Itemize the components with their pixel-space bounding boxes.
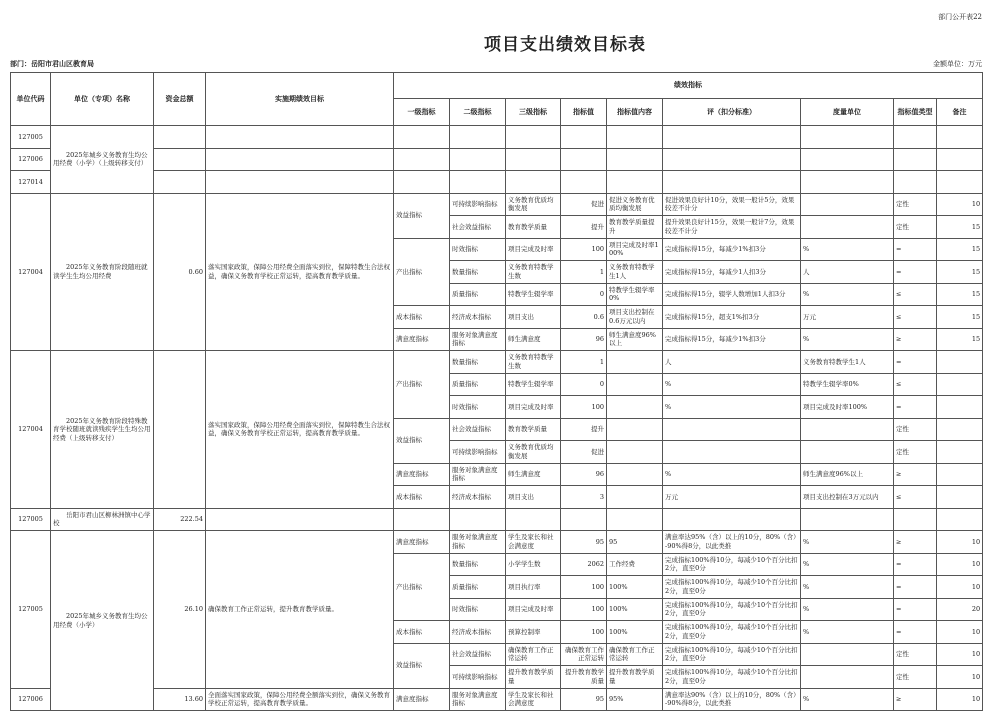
- indicator-value-cell: 100: [561, 396, 607, 419]
- indicator-value-cell: 100: [561, 238, 607, 261]
- level3-indicator-cell: [506, 148, 561, 171]
- fund-amount-cell: [154, 126, 206, 149]
- level1-indicator-cell: 产出指标: [394, 553, 450, 621]
- level2-indicator-cell: 数量指标: [450, 351, 506, 374]
- indicator-type-cell: 定性: [894, 441, 937, 464]
- performance-goal-cell: 落实国家政策，保障公用经费全面落实到位，保障特教生合法权益，确保义务教育学校正常运转，提高教育教学质量。: [206, 351, 394, 509]
- indicator-content-cell: [607, 373, 663, 396]
- level3-indicator-cell: 义务教育特教学生数: [506, 351, 561, 374]
- unit-name-cell: 2025年城乡义务教育生均公用经费（小学）: [51, 531, 154, 711]
- scoring-standard-cell: [663, 148, 801, 171]
- indicator-content-cell: 100%: [607, 621, 663, 644]
- scoring-standard-cell: 完成指标100%得10分，每减少10个百分比扣2分，直至0分: [663, 576, 801, 599]
- level2-indicator-cell: [450, 508, 506, 531]
- performance-goal-cell: [206, 148, 394, 171]
- fund-amount-cell: 13.60: [154, 688, 206, 711]
- level2-indicator-cell: 经济成本指标: [450, 486, 506, 509]
- scoring-standard-cell: [663, 171, 801, 194]
- performance-goal-cell: [206, 508, 394, 531]
- indicator-value-cell: 1: [561, 261, 607, 284]
- indicator-value-cell: [561, 171, 607, 194]
- level1-indicator-cell: [394, 126, 450, 149]
- amount-unit-label: 金额单位：万元: [933, 60, 982, 68]
- indicator-value-cell: 提升: [561, 418, 607, 441]
- indicator-type-cell: [894, 148, 937, 171]
- table-row: [11, 508, 983, 531]
- remark-cell: [937, 486, 983, 509]
- indicator-type-cell: 定性: [894, 193, 937, 216]
- indicator-value-cell: 促进: [561, 193, 607, 216]
- level1-indicator-cell: 满意度指标: [394, 328, 450, 351]
- level2-indicator-cell: 时效指标: [450, 598, 506, 621]
- level2-indicator-cell: 质量指标: [450, 283, 506, 306]
- remark-cell: 10: [937, 688, 983, 711]
- remark-cell: [937, 126, 983, 149]
- header-level1: 一级指标: [394, 99, 450, 126]
- level2-indicator-cell: [450, 171, 506, 194]
- performance-goal-cell: [206, 126, 394, 149]
- fund-amount-cell: [154, 171, 206, 194]
- measure-unit-cell: [801, 666, 894, 689]
- unit-code-cell: 127005: [11, 531, 51, 689]
- level2-indicator-cell: 质量指标: [450, 373, 506, 396]
- measure-unit-cell: 项目支出控制在3万元以内: [801, 486, 894, 509]
- level2-indicator-cell: 可持续影响指标: [450, 193, 506, 216]
- scoring-standard-cell: 完成指标100%得10分，每减少10个百分比扣2分，直至0分: [663, 666, 801, 689]
- level2-indicator-cell: 数量指标: [450, 553, 506, 576]
- indicator-value-cell: 96: [561, 328, 607, 351]
- remark-cell: 20: [937, 598, 983, 621]
- measure-unit-cell: %: [801, 328, 894, 351]
- level3-indicator-cell: 特教学生辍学率: [506, 373, 561, 396]
- level3-indicator-cell: 提升教育教学质量: [506, 666, 561, 689]
- table-row: [11, 688, 983, 711]
- measure-unit-cell: 项目完成及时率100%: [801, 396, 894, 419]
- indicator-content-cell: [607, 441, 663, 464]
- level2-indicator-cell: 服务对象满意度指标: [450, 688, 506, 711]
- indicator-value-cell: 100: [561, 576, 607, 599]
- level3-indicator-cell: 特教学生辍学率: [506, 283, 561, 306]
- scoring-standard-cell: 促进效果良好计10分，效果一般计5分，效果较差不计分: [663, 193, 801, 216]
- remark-cell: [937, 441, 983, 464]
- indicator-content-cell: [607, 351, 663, 374]
- indicator-value-cell: 95: [561, 688, 607, 711]
- indicator-type-cell: 定性: [894, 643, 937, 666]
- level1-indicator-cell: [394, 171, 450, 194]
- remark-cell: 10: [937, 643, 983, 666]
- table-row: [11, 351, 983, 374]
- indicator-type-cell: =: [894, 621, 937, 644]
- measure-unit-cell: [801, 508, 894, 531]
- measure-unit-cell: %: [801, 598, 894, 621]
- level3-indicator-cell: 小学学生数: [506, 553, 561, 576]
- header-level3: 三级指标: [506, 99, 561, 126]
- level3-indicator-cell: 义务教育优质均衡发展: [506, 441, 561, 464]
- indicator-type-cell: ≤: [894, 306, 937, 329]
- table-row: [11, 193, 983, 216]
- level2-indicator-cell: 经济成本指标: [450, 621, 506, 644]
- level3-indicator-cell: 师生满意度: [506, 328, 561, 351]
- remark-cell: 15: [937, 328, 983, 351]
- indicator-content-cell: 师生满意度96%以上: [607, 328, 663, 351]
- header-unit: 度量单位: [801, 99, 894, 126]
- scoring-standard-cell: 完成指标100%得10分，每减少10个百分比扣2分，直至0分: [663, 621, 801, 644]
- header-scoring: 评（扣分标准）: [663, 99, 801, 126]
- scoring-standard-cell: %: [663, 463, 801, 486]
- scoring-standard-cell: %: [663, 373, 801, 396]
- level2-indicator-cell: [450, 148, 506, 171]
- remark-cell: [937, 396, 983, 419]
- indicator-content-cell: 95: [607, 531, 663, 554]
- indicator-type-cell: ≥: [894, 688, 937, 711]
- scoring-standard-cell: [663, 126, 801, 149]
- level2-indicator-cell: [450, 126, 506, 149]
- remark-cell: [937, 351, 983, 374]
- measure-unit-cell: %: [801, 688, 894, 711]
- scoring-standard-cell: 完成指标100%得10分，每减少10个百分比扣2分，直至0分: [663, 643, 801, 666]
- measure-unit-cell: [801, 171, 894, 194]
- indicator-content-cell: 项目支出控制在0.6万元以内: [607, 306, 663, 329]
- indicator-type-cell: =: [894, 396, 937, 419]
- level2-indicator-cell: 服务对象满意度指标: [450, 328, 506, 351]
- performance-goals-table: [10, 72, 983, 711]
- level1-indicator-cell: 成本指标: [394, 306, 450, 329]
- header-code: 单位代码: [11, 73, 51, 126]
- level3-indicator-cell: [506, 508, 561, 531]
- unit-code-cell: 127006: [11, 688, 51, 711]
- indicator-content-cell: 95%: [607, 688, 663, 711]
- unit-name-cell: 2025年城乡义务教育生均公用经费（小学）（上级转移支付）: [51, 126, 154, 194]
- unit-code-cell: 127014: [11, 171, 51, 194]
- remark-cell: [937, 418, 983, 441]
- scoring-standard-cell: 完成指标100%得10分，每减少10个百分比扣2分，直至0分: [663, 553, 801, 576]
- level2-indicator-cell: 时效指标: [450, 396, 506, 419]
- measure-unit-cell: 特教学生辍学率0%: [801, 373, 894, 396]
- indicator-type-cell: =: [894, 598, 937, 621]
- indicator-content-cell: 教育教学质量提升: [607, 216, 663, 239]
- measure-unit-cell: %: [801, 531, 894, 554]
- scoring-standard-cell: 完成指标得15分，每减少1%扣3分: [663, 328, 801, 351]
- performance-goal-cell: 落实国家政策，保障公用经费全面落实到位，保障特教生合法权益，确保义务教育学校正常运转，提高教育教学质量。: [206, 193, 394, 351]
- header-remark: 备注: [937, 99, 983, 126]
- indicator-content-cell: [607, 418, 663, 441]
- level3-indicator-cell: [506, 171, 561, 194]
- scoring-standard-cell: 万元: [663, 486, 801, 509]
- indicator-content-cell: 100%: [607, 576, 663, 599]
- level2-indicator-cell: 服务对象满意度指标: [450, 463, 506, 486]
- level2-indicator-cell: 经济成本指标: [450, 306, 506, 329]
- level3-indicator-cell: 项目完成及时率: [506, 598, 561, 621]
- measure-unit-cell: [801, 643, 894, 666]
- measure-unit-cell: 师生满意度96%以上: [801, 463, 894, 486]
- level1-indicator-cell: 满意度指标: [394, 531, 450, 554]
- indicator-value-cell: 96: [561, 463, 607, 486]
- remark-cell: 15: [937, 216, 983, 239]
- scoring-standard-cell: 完成指标得15分，每减少1%扣3分: [663, 238, 801, 261]
- indicator-content-cell: 100%: [607, 598, 663, 621]
- table-row: [11, 171, 983, 194]
- remark-cell: 10: [937, 621, 983, 644]
- indicator-value-cell: 100: [561, 598, 607, 621]
- remark-cell: 15: [937, 306, 983, 329]
- measure-unit-cell: [801, 126, 894, 149]
- indicator-value-cell: [561, 508, 607, 531]
- indicator-value-cell: 3: [561, 486, 607, 509]
- indicator-content-cell: [607, 126, 663, 149]
- indicator-type-cell: =: [894, 576, 937, 599]
- level1-indicator-cell: 产出指标: [394, 238, 450, 306]
- scoring-standard-cell: 完成指标得15分，辍学人数增加1人扣3分: [663, 283, 801, 306]
- page-title: 项目支出绩效目标表: [484, 35, 646, 55]
- level3-indicator-cell: 项目支出: [506, 486, 561, 509]
- unit-code-cell: 127005: [11, 126, 51, 149]
- indicator-type-cell: ≥: [894, 531, 937, 554]
- header-indicators: 绩效指标: [394, 73, 983, 99]
- remark-cell: 10: [937, 576, 983, 599]
- level1-indicator-cell: 满意度指标: [394, 688, 450, 711]
- level3-indicator-cell: 义务教育优质均衡发展: [506, 193, 561, 216]
- indicator-type-cell: ≤: [894, 373, 937, 396]
- indicator-value-cell: 2062: [561, 553, 607, 576]
- department-label: 部门：岳阳市君山区教育局: [10, 60, 94, 68]
- level2-indicator-cell: 可持续影响指标: [450, 666, 506, 689]
- indicator-value-cell: [561, 126, 607, 149]
- level3-indicator-cell: 预算控制率: [506, 621, 561, 644]
- indicator-value-cell: 0: [561, 283, 607, 306]
- measure-unit-cell: 人: [801, 261, 894, 284]
- indicator-content-cell: 项目完成及时率100%: [607, 238, 663, 261]
- measure-unit-cell: %: [801, 621, 894, 644]
- remark-cell: 15: [937, 238, 983, 261]
- remark-cell: 10: [937, 666, 983, 689]
- level2-indicator-cell: 服务对象满意度指标: [450, 531, 506, 554]
- level1-indicator-cell: 效益指标: [394, 643, 450, 688]
- indicator-type-cell: =: [894, 238, 937, 261]
- level3-indicator-cell: 学生及家长和社会满意度: [506, 531, 561, 554]
- indicator-type-cell: [894, 508, 937, 531]
- level3-indicator-cell: 项目完成及时率: [506, 238, 561, 261]
- indicator-content-cell: [607, 508, 663, 531]
- level1-indicator-cell: 效益指标: [394, 418, 450, 463]
- measure-unit-cell: %: [801, 553, 894, 576]
- level3-indicator-cell: [506, 126, 561, 149]
- table-row: [11, 148, 983, 171]
- unit-code-cell: 127006: [11, 148, 51, 171]
- scoring-standard-cell: [663, 441, 801, 464]
- level2-indicator-cell: 社会效益指标: [450, 643, 506, 666]
- performance-goal-cell: [206, 171, 394, 194]
- measure-unit-cell: 义务教育特教学生1人: [801, 351, 894, 374]
- scoring-standard-cell: 完成指标得15分，超支1%扣3分: [663, 306, 801, 329]
- measure-unit-cell: %: [801, 576, 894, 599]
- indicator-type-cell: =: [894, 553, 937, 576]
- indicator-content-cell: 促进义务教育优质均衡发展: [607, 193, 663, 216]
- level1-indicator-cell: 满意度指标: [394, 463, 450, 486]
- level3-indicator-cell: 项目支出: [506, 306, 561, 329]
- level3-indicator-cell: 师生满意度: [506, 463, 561, 486]
- level3-indicator-cell: 教育教学质量: [506, 418, 561, 441]
- indicator-type-cell: 定性: [894, 666, 937, 689]
- header-goal: 实施期绩效目标: [206, 73, 394, 126]
- level3-indicator-cell: 项目执行率: [506, 576, 561, 599]
- header-name: 单位（专项）名称: [51, 73, 154, 126]
- header-type: 指标值类型: [894, 99, 937, 126]
- remark-cell: [937, 508, 983, 531]
- measure-unit-cell: [801, 193, 894, 216]
- level1-indicator-cell: [394, 148, 450, 171]
- indicator-type-cell: [894, 171, 937, 194]
- indicator-value-cell: 确保教育工作正常运转: [561, 643, 607, 666]
- indicator-content-cell: 义务教育特教学生1人: [607, 261, 663, 284]
- remark-cell: [937, 171, 983, 194]
- measure-unit-cell: [801, 418, 894, 441]
- remark-cell: [937, 148, 983, 171]
- level1-indicator-cell: [394, 508, 450, 531]
- form-number: 部门公开表22: [938, 13, 982, 21]
- scoring-standard-cell: 完成指标得15分，每减少1人扣3分: [663, 261, 801, 284]
- header-value: 指标值: [561, 99, 607, 126]
- indicator-type-cell: =: [894, 261, 937, 284]
- indicator-content-cell: 特教学生辍学率0%: [607, 283, 663, 306]
- indicator-value-cell: 0.6: [561, 306, 607, 329]
- level1-indicator-cell: 产出指标: [394, 351, 450, 419]
- level3-indicator-cell: 项目完成及时率: [506, 396, 561, 419]
- unit-name-cell: 2025年义务教育阶段随班就读学生生均公用经费: [51, 193, 154, 351]
- indicator-type-cell: =: [894, 351, 937, 374]
- scoring-standard-cell: 完成指标100%得10分，每减少10个百分比扣2分，直至0分: [663, 598, 801, 621]
- remark-cell: 15: [937, 283, 983, 306]
- unit-name-cell: 岳阳市君山区柳林洲镇中心学校: [51, 508, 154, 531]
- indicator-value-cell: 提升教育教学质量: [561, 666, 607, 689]
- indicator-value-cell: 1: [561, 351, 607, 374]
- measure-unit-cell: [801, 148, 894, 171]
- fund-amount-cell: 0.60: [154, 193, 206, 351]
- indicator-content-cell: 提升教育教学质量: [607, 666, 663, 689]
- fund-amount-cell: 26.10: [154, 531, 206, 689]
- indicator-value-cell: 促进: [561, 441, 607, 464]
- scoring-standard-cell: 满意率达90%（含）以上的10分，80%（含）-90%得8分，以此类推: [663, 688, 801, 711]
- level2-indicator-cell: 社会效益指标: [450, 418, 506, 441]
- indicator-value-cell: 100: [561, 621, 607, 644]
- measure-unit-cell: [801, 441, 894, 464]
- scoring-standard-cell: 满意率达95%（含）以上的10分，80%（含）-90%得8分，以此类推: [663, 531, 801, 554]
- indicator-content-cell: [607, 148, 663, 171]
- remark-cell: 10: [937, 193, 983, 216]
- header-amount: 资金总额: [154, 73, 206, 126]
- table-row: [11, 126, 983, 149]
- indicator-type-cell: ≥: [894, 463, 937, 486]
- performance-goal-cell: 确保教育工作正常运转，提升教育教学质量。: [206, 531, 394, 689]
- indicator-content-cell: 确保教育工作正常运转: [607, 643, 663, 666]
- level2-indicator-cell: 质量指标: [450, 576, 506, 599]
- indicator-type-cell: 定性: [894, 216, 937, 239]
- unit-code-cell: 127005: [11, 508, 51, 531]
- indicator-content-cell: [607, 463, 663, 486]
- scoring-standard-cell: [663, 418, 801, 441]
- indicator-value-cell: 提升: [561, 216, 607, 239]
- remark-cell: [937, 373, 983, 396]
- level1-indicator-cell: 成本指标: [394, 486, 450, 509]
- indicator-content-cell: [607, 486, 663, 509]
- level2-indicator-cell: 时效指标: [450, 238, 506, 261]
- scoring-standard-cell: %: [663, 396, 801, 419]
- remark-cell: 15: [937, 261, 983, 284]
- table-row: [11, 531, 983, 554]
- level3-indicator-cell: 义务教育特教学生数: [506, 261, 561, 284]
- measure-unit-cell: 万元: [801, 306, 894, 329]
- level2-indicator-cell: 数量指标: [450, 261, 506, 284]
- indicator-content-cell: [607, 171, 663, 194]
- table-body: [11, 126, 983, 711]
- fund-amount-cell: [154, 351, 206, 509]
- remark-cell: [937, 463, 983, 486]
- level1-indicator-cell: 成本指标: [394, 621, 450, 644]
- measure-unit-cell: [801, 216, 894, 239]
- level3-indicator-cell: 学生及家长和社会满意度: [506, 688, 561, 711]
- level3-indicator-cell: 教育教学质量: [506, 216, 561, 239]
- header-value-content: 指标值内容: [607, 99, 663, 126]
- scoring-standard-cell: [663, 508, 801, 531]
- indicator-value-cell: 0: [561, 373, 607, 396]
- indicator-content-cell: [607, 396, 663, 419]
- indicator-type-cell: ≥: [894, 328, 937, 351]
- indicator-type-cell: ≤: [894, 486, 937, 509]
- indicator-type-cell: ≤: [894, 283, 937, 306]
- indicator-content-cell: 工作经费: [607, 553, 663, 576]
- remark-cell: 10: [937, 553, 983, 576]
- scoring-standard-cell: 提升效果良好计15分，效果一般计7分，效果较差不计分: [663, 216, 801, 239]
- performance-goal-cell: 全面落实国家政策，保障公用经费全额落实到位，确保义务教育学校正常运转，提高教育教学质量。: [206, 688, 394, 711]
- fund-amount-cell: [154, 148, 206, 171]
- indicator-type-cell: [894, 126, 937, 149]
- measure-unit-cell: %: [801, 238, 894, 261]
- level3-indicator-cell: 确保教育工作正常运转: [506, 643, 561, 666]
- indicator-value-cell: [561, 148, 607, 171]
- indicator-value-cell: 95: [561, 531, 607, 554]
- measure-unit-cell: %: [801, 283, 894, 306]
- level2-indicator-cell: 可持续影响指标: [450, 441, 506, 464]
- indicator-type-cell: 定性: [894, 418, 937, 441]
- level1-indicator-cell: 效益指标: [394, 193, 450, 238]
- unit-code-cell: 127004: [11, 193, 51, 351]
- unit-name-cell: 2025年义务教育阶段特殊教育学校随班就读残疾学生生均公用经费（上级转移支付）: [51, 351, 154, 509]
- header-level2: 二级指标: [450, 99, 506, 126]
- level2-indicator-cell: 社会效益指标: [450, 216, 506, 239]
- scoring-standard-cell: 人: [663, 351, 801, 374]
- fund-amount-cell: 222.54: [154, 508, 206, 531]
- remark-cell: 10: [937, 531, 983, 554]
- unit-code-cell: 127004: [11, 351, 51, 509]
